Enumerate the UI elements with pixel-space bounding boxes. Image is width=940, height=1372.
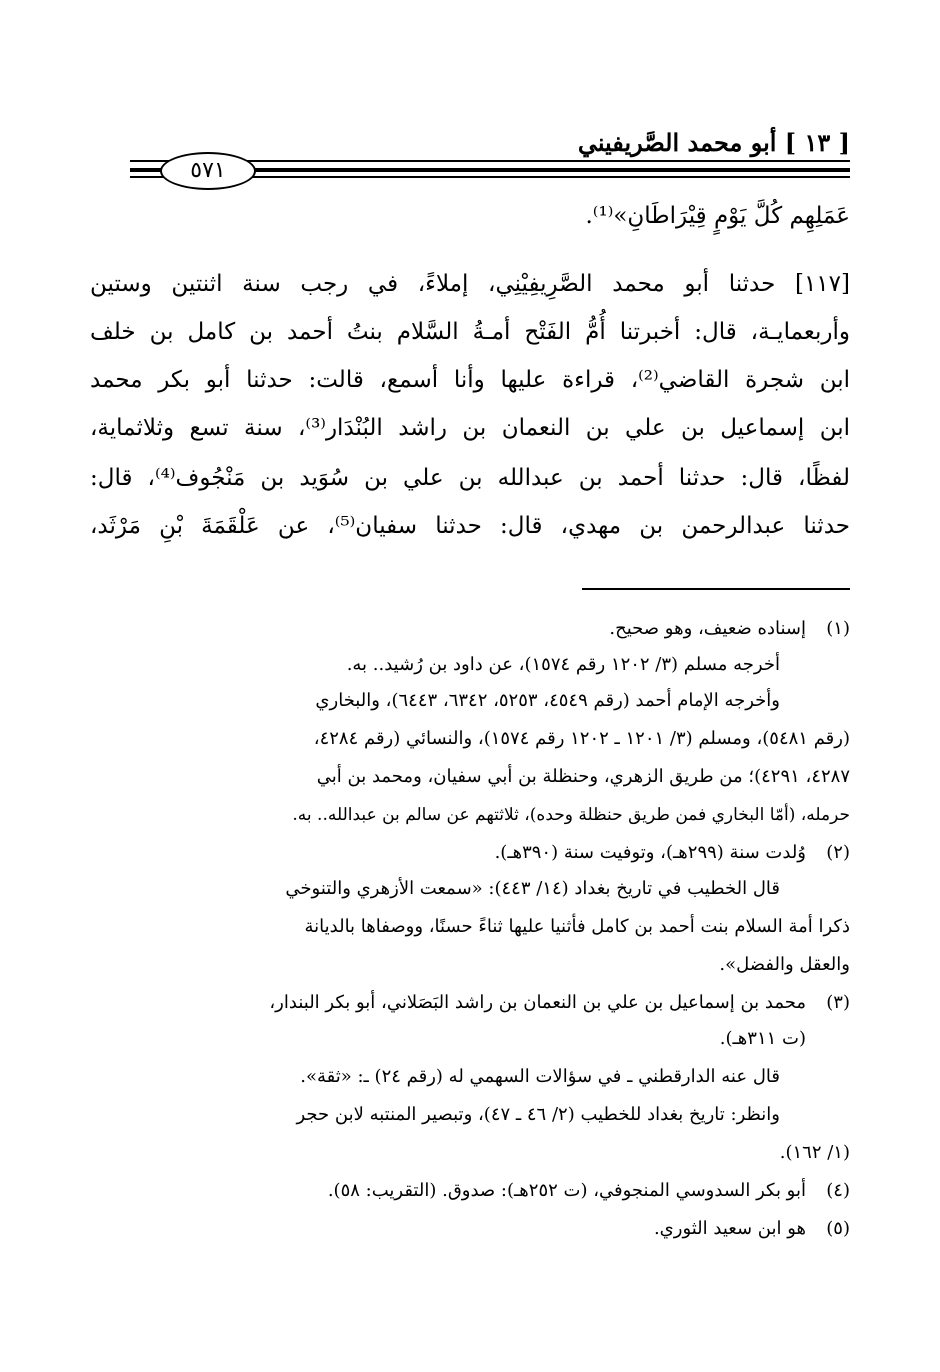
footnote-number: (٥) (826, 1218, 850, 1239)
main-text-line: لفظًا، قال: حدثنا أحمد بن عبدالله بن علي بن سُوَيد بن مَنْجُوف⁽⁴⁾، قال: (90, 465, 850, 491)
footnote-text: هو ابن سعيد الثوري. (653, 1218, 806, 1239)
footnote-number: (٢) (826, 842, 850, 863)
running-header-title: [ ١٣ ] أبو محمد الصَّريفيني (577, 128, 850, 157)
main-text-line: ابن إسماعيل بن علي بن النعمان بن راشد البُنْدَار⁽³⁾، سنة تسع وثلاثماية، (90, 415, 850, 441)
footnote-text: والعقل والفضل». (719, 954, 850, 975)
footnote-text: (رقم ٥٤٨١)، ومسلم (٣/ ١٢٠١ ـ ١٢٠٢ رقم ١٥٧٤)، والنسائي (رقم ٤٢٨٤، (313, 728, 850, 749)
main-text-line: وأربعمايـة، قال: أخبرتنا أُمُّ الفَتْح أمـةُ السَّلام بنتُ أحمد بن كامل بن خلف (90, 319, 850, 345)
footnote-text: وانظر: تاريخ بغداد للخطيب (٢/ ٤٦ ـ ٤٧)، وتبصير المنتبه لابن حجر (296, 1104, 780, 1125)
footnote-text: محمد بن إسماعيل بن علي بن النعمان بن راشد البَصَلاني، أبو بكر البندار، (269, 992, 806, 1013)
footnote-text: ذكرا أمة السلام بنت أحمد بن كامل فأثنيا عليها ثناءً حسنًا، ووصفاها بالديانة (304, 916, 850, 937)
footnote-text: وأخرجه الإمام أحمد (رقم ٤٥٤٩، ٥٢٥٣، ٦٣٤٢، ٦٤٤٣)، والبخاري (315, 690, 780, 711)
footnote-text: ٤٢٨٧، ٤٢٩١)؛ من طريق الزهري، وحنظلة بن أبي سفيان، ومحمد بن أبي (316, 766, 850, 787)
main-text-line: حدثنا عبدالرحمن بن مهدي، قال: حدثنا سفيان⁽⁵⁾، عن عَلْقَمَةَ بْنِ مَرْثَد، (90, 513, 851, 539)
footnote-text: قال الخطيب في تاريخ بغداد (١٤/ ٤٤٣): «سمعت الأزهري والتنوخي (285, 878, 780, 899)
footnote-number: (١) (826, 618, 850, 639)
footnote-text: حرمله، (أمّا البخاري فمن طريق حنظلة وحده)، ثلاثتهم عن سالم بن عبدالله.. به. (292, 805, 850, 825)
footnote-text: وُلدت سنة (٢٩٩هـ)، وتوفيت سنة (٣٩٠هـ). (494, 842, 806, 863)
main-text-line: عَمَلِهِم كُلَّ يَوْمٍ قِيْرَاطَانِ»⁽¹⁾. (585, 203, 850, 229)
footnote-text: (١/ ١٦٢). (779, 1142, 850, 1163)
main-text-line: ابن شجرة القاضي⁽²⁾، قراءة عليها وأنا أسمع، قالت: حدثنا أبو بكر محمد (90, 367, 850, 393)
footnote-text: (ت ٣١١هـ). (719, 1028, 806, 1049)
footnote-number: (٤) (826, 1180, 850, 1201)
footnote-text: قال عنه الدارقطني ـ في سؤالات السهمي له (رقم ٢٤) ـ: «ثقة». (300, 1066, 780, 1087)
footnote-separator (582, 588, 850, 590)
footnote-text: إسناده ضعيف، وهو صحيح. (609, 618, 806, 639)
main-text-line: [١١٧] حدثنا أبو محمد الصَّرِيفِيْنِي، إملاءً، في رجب سنة اثنتين وستين (90, 271, 850, 297)
footnote-number: (٣) (826, 992, 850, 1013)
page-number: ٥٧١ (160, 152, 256, 190)
footnote-text: أخرجه مسلم (٣/ ١٢٠٢ رقم ١٥٧٤)، عن داود بن رُشيد.. به. (346, 654, 780, 675)
footnote-text: أبو بكر السدوسي المنجوفي، (ت ٢٥٢هـ): صدوق. (التقريب: ٥٨). (327, 1180, 806, 1201)
